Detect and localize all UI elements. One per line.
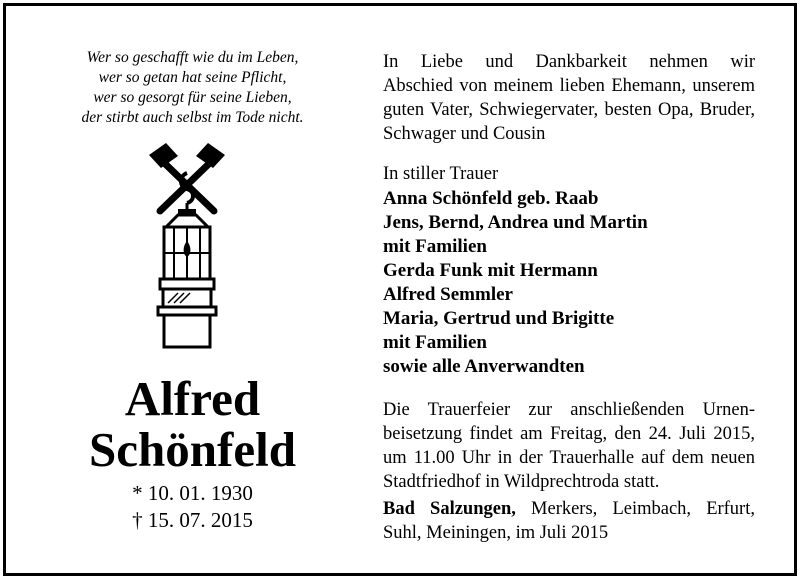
mourning-label: In stiller Trauer [383,164,499,184]
mourners-list [383,187,755,379]
mourner: Jens, Bernd, Andrea und Martin [383,212,648,233]
place-others: Merkers, Leimbach, Erfurt, [515,499,755,519]
ceremony-line: beisetzung findet am Freitag, den 24. Juli 2015, [383,424,755,444]
poem-line: wer so getan hat seine Pflicht, [98,69,287,86]
mourner: sowie alle Anverwandten [383,356,585,377]
ceremony-line: Stadtfriedhof in Wildprechtroda statt. [383,472,660,492]
ceremony-text [383,398,755,494]
ceremony-line: um 11.00 Uhr in der Trauerhalle auf dem neuen [383,448,755,468]
poem [30,48,355,128]
deceased-first-name: Alfred [124,371,261,426]
intro-line: guten Vater, Schwiegervater, besten Opa, Bruder, [383,100,755,120]
death-date: † 15. 07. 2015 [132,508,253,532]
mourner: Gerda Funk mit Hermann [383,260,598,281]
intro-line: Schwager und Cousin [383,124,546,144]
mourner: mit Familien [383,236,487,257]
hammer-and-pick-miners-lamp-icon [148,143,226,351]
birth-date: * 10. 01. 1930 [132,481,253,505]
mourner: Anna Schönfeld geb. Raab [383,188,599,209]
place-city: Bad Salzungen, [383,499,516,519]
mourner: Alfred Semmler [383,284,513,305]
ceremony-line: Die Trauerfeier zur anschließenden Urnen- [383,400,755,420]
mourner: Maria, Gertrud und Brigitte [383,308,615,329]
deceased-last-name: Schönfeld [89,422,296,477]
poem-line: Wer so geschafft wie du im Leben, [86,49,299,66]
mourner: mit Familien [383,332,487,353]
intro-line: Abschied von meinem lieben Ehemann, unserem [383,76,755,96]
intro-text [383,50,755,146]
intro-line: In Liebe und Dankbarkeit nehmen wir [383,52,755,72]
poem-line: der stirbt auch selbst im Tode nicht. [81,109,304,126]
place-line: Suhl, Meiningen, im Juli 2015 [383,523,609,543]
poem-line: wer so gesorgt für seine Lieben, [93,89,292,106]
place-and-date [383,497,755,545]
place-line [383,497,755,521]
